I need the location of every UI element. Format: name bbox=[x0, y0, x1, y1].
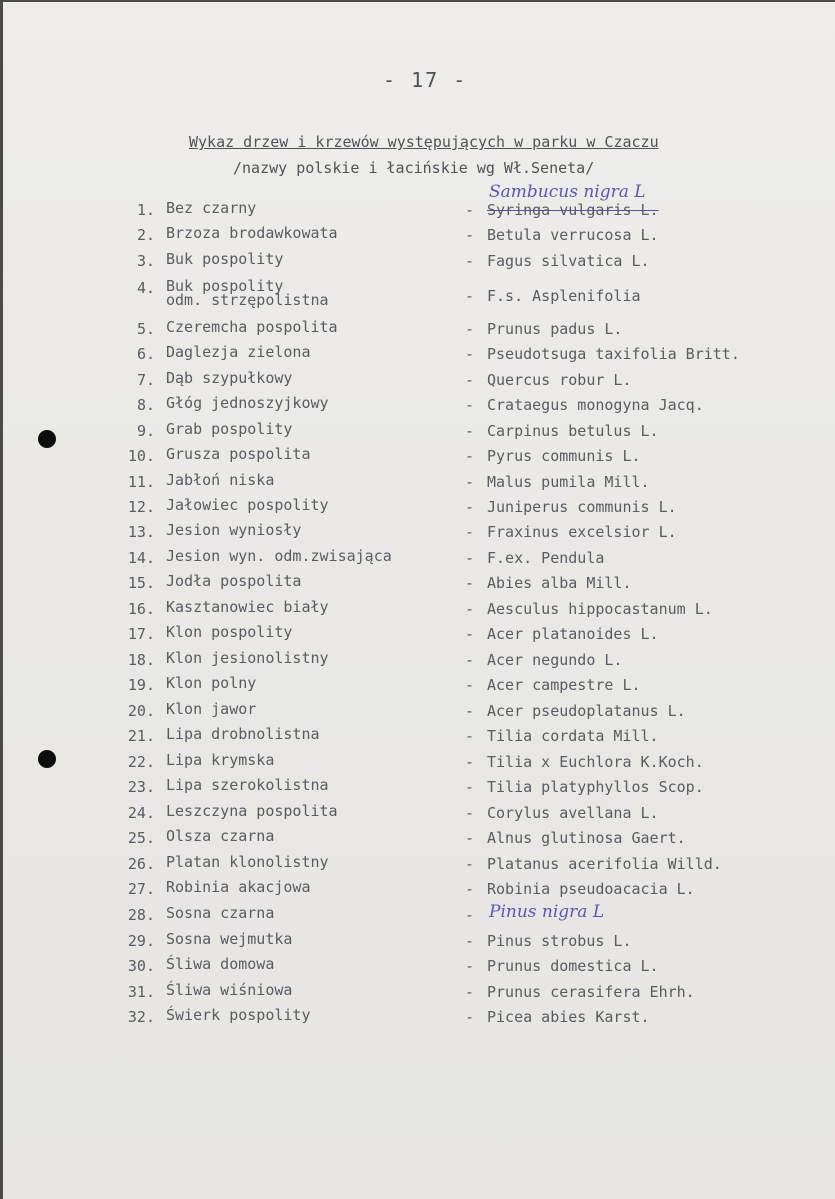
item-number: 26. bbox=[127, 855, 155, 873]
item-number: 4. bbox=[136, 279, 155, 297]
latin-name: Pyrus communis L. bbox=[487, 447, 641, 465]
latin-name: Fraxinus excelsior L. bbox=[487, 523, 677, 541]
polish-name: Lipa szerokolistna bbox=[166, 776, 329, 794]
latin-name: Crataegus monogyna Jacq. bbox=[487, 396, 704, 414]
polish-name: Klon jawor bbox=[166, 700, 257, 718]
latin-name: Platanus acerifolia Willd. bbox=[487, 855, 722, 873]
polish-name: Śliwa domowa bbox=[166, 955, 275, 973]
item-number: 1. bbox=[136, 201, 155, 219]
separator-dash: - bbox=[465, 983, 475, 1001]
separator-dash: - bbox=[465, 880, 475, 898]
polish-name: Jesion wyniosły bbox=[166, 521, 302, 539]
separator-dash: - bbox=[465, 226, 475, 244]
separator-dash: - bbox=[465, 676, 475, 694]
separator-dash: - bbox=[465, 422, 475, 440]
separator-dash: - bbox=[465, 371, 475, 389]
latin-name: Quercus robur L. bbox=[487, 371, 632, 389]
separator-dash: - bbox=[465, 600, 475, 618]
item-number: 23. bbox=[127, 778, 155, 796]
item-number: 10. bbox=[127, 447, 155, 465]
polish-name: Brzoza brodawkowata bbox=[166, 224, 338, 242]
polish-name: Robinia akacjowa bbox=[166, 878, 311, 896]
item-number: 24. bbox=[127, 804, 155, 822]
separator-dash: - bbox=[465, 1008, 475, 1026]
latin-name: Acer pseudoplatanus L. bbox=[487, 702, 686, 720]
latin-name: Robinia pseudoacacia L. bbox=[487, 880, 695, 898]
latin-name: Betula verrucosa L. bbox=[487, 226, 659, 244]
item-number: 32. bbox=[127, 1008, 155, 1026]
latin-name: F.s. Asplenifolia bbox=[487, 287, 641, 305]
polish-name: Grusza pospolita bbox=[166, 445, 311, 463]
polish-name: Grab pospolity bbox=[166, 420, 293, 438]
polish-name: Czeremcha pospolita bbox=[166, 318, 338, 336]
latin-name: Acer platanoides L. bbox=[487, 625, 659, 643]
item-number: 6. bbox=[136, 345, 155, 363]
page-number: - 17 - bbox=[383, 68, 468, 92]
item-number: 30. bbox=[127, 957, 155, 975]
separator-dash: - bbox=[465, 201, 475, 219]
latin-name: Juniperus communis L. bbox=[487, 498, 677, 516]
item-number: 8. bbox=[136, 396, 155, 414]
latin-name: Fagus silvatica L. bbox=[487, 252, 650, 270]
latin-name: Prunus cerasifera Ehrh. bbox=[487, 983, 695, 1001]
item-number: 17. bbox=[127, 625, 155, 643]
latin-name: Corylus avellana L. bbox=[487, 804, 659, 822]
latin-name: Abies alba Mill. bbox=[487, 574, 632, 592]
separator-dash: - bbox=[465, 651, 475, 669]
separator-dash: - bbox=[465, 287, 475, 305]
item-number: 22. bbox=[127, 753, 155, 771]
polish-name: Jodła pospolita bbox=[166, 572, 302, 590]
separator-dash: - bbox=[465, 702, 475, 720]
punch-hole-top bbox=[38, 430, 56, 448]
separator-dash: - bbox=[465, 804, 475, 822]
item-number: 2. bbox=[136, 226, 155, 244]
item-number: 15. bbox=[127, 574, 155, 592]
latin-name: F.ex. Pendula bbox=[487, 549, 605, 567]
separator-dash: - bbox=[465, 523, 475, 541]
polish-name: Klon pospolity bbox=[166, 623, 293, 641]
separator-dash: - bbox=[465, 753, 475, 771]
item-number: 9. bbox=[136, 422, 155, 440]
separator-dash: - bbox=[465, 252, 475, 270]
polish-name: Buk pospolity odm. strzępolistna bbox=[166, 277, 329, 309]
item-number: 25. bbox=[127, 829, 155, 847]
item-number: 27. bbox=[127, 880, 155, 898]
item-number: 13. bbox=[127, 523, 155, 541]
polish-name: Jabłoń niska bbox=[166, 471, 275, 489]
polish-name: Dąb szypułkowy bbox=[166, 369, 293, 387]
document-subtitle: /nazwy polskie i łacińskie wg Wł.Seneta/ bbox=[233, 159, 595, 177]
separator-dash: - bbox=[465, 473, 475, 491]
polish-name: Daglezja zielona bbox=[166, 343, 311, 361]
item-number: 7. bbox=[136, 371, 155, 389]
handwritten-correction: Sambucus nigra L bbox=[489, 182, 646, 202]
separator-dash: - bbox=[465, 932, 475, 950]
separator-dash: - bbox=[465, 320, 475, 338]
separator-dash: - bbox=[465, 396, 475, 414]
latin-name: Acer campestre L. bbox=[487, 676, 641, 694]
item-number: 21. bbox=[127, 727, 155, 745]
separator-dash: - bbox=[465, 498, 475, 516]
polish-name: Kasztanowiec biały bbox=[166, 598, 329, 616]
polish-name: Jałowiec pospolity bbox=[166, 496, 329, 514]
item-number: 14. bbox=[127, 549, 155, 567]
polish-name: Lipa drobnolistna bbox=[166, 725, 320, 743]
item-number: 31. bbox=[127, 983, 155, 1001]
latin-name: Syringa vulgaris L. bbox=[487, 201, 659, 219]
latin-name: Aesculus hippocastanum L. bbox=[487, 600, 713, 618]
polish-name: Jesion wyn. odm.zwisająca bbox=[166, 547, 392, 565]
separator-dash: - bbox=[465, 778, 475, 796]
latin-name: Prunus padus L. bbox=[487, 320, 623, 338]
latin-name: Pinus strobus L. bbox=[487, 932, 632, 950]
item-number: 29. bbox=[127, 932, 155, 950]
document-title: Wykaz drzew i krzewów występujących w parku w Czaczu bbox=[189, 133, 659, 151]
polish-name: Leszczyna pospolita bbox=[166, 802, 338, 820]
item-number: 3. bbox=[136, 252, 155, 270]
polish-name: Sosna czarna bbox=[166, 904, 275, 922]
separator-dash: - bbox=[465, 829, 475, 847]
item-number: 5. bbox=[136, 320, 155, 338]
separator-dash: - bbox=[465, 345, 475, 363]
polish-name: Świerk pospolity bbox=[166, 1006, 311, 1024]
polish-name: Sosna wejmutka bbox=[166, 930, 293, 948]
polish-name: Buk pospolity bbox=[166, 250, 284, 268]
latin-name: Alnus glutinosa Gaert. bbox=[487, 829, 686, 847]
separator-dash: - bbox=[465, 957, 475, 975]
item-number: 20. bbox=[127, 702, 155, 720]
polish-name: Śliwa wiśniowa bbox=[166, 981, 293, 999]
handwritten-latin-name: Pinus nigra L bbox=[489, 902, 605, 922]
polish-name: Klon jesionolistny bbox=[166, 649, 329, 667]
separator-dash: - bbox=[465, 906, 475, 924]
item-number: 18. bbox=[127, 651, 155, 669]
separator-dash: - bbox=[465, 549, 475, 567]
latin-name: Tilia cordata Mill. bbox=[487, 727, 659, 745]
latin-name: Pseudotsuga taxifolia Britt. bbox=[487, 345, 740, 363]
latin-name: Carpinus betulus L. bbox=[487, 422, 659, 440]
separator-dash: - bbox=[465, 727, 475, 745]
latin-name: Prunus domestica L. bbox=[487, 957, 659, 975]
separator-dash: - bbox=[465, 855, 475, 873]
latin-name: Acer negundo L. bbox=[487, 651, 623, 669]
item-number: 19. bbox=[127, 676, 155, 694]
punch-hole-bottom bbox=[38, 750, 56, 768]
latin-name: Malus pumila Mill. bbox=[487, 473, 650, 491]
polish-name: Olsza czarna bbox=[166, 827, 275, 845]
polish-name: Platan klonolistny bbox=[166, 853, 329, 871]
separator-dash: - bbox=[465, 574, 475, 592]
latin-name: Tilia x Euchlora K.Koch. bbox=[487, 753, 704, 771]
polish-name: Klon polny bbox=[166, 674, 257, 692]
separator-dash: - bbox=[465, 625, 475, 643]
polish-name: Głóg jednoszyjkowy bbox=[166, 394, 329, 412]
item-number: 16. bbox=[127, 600, 155, 618]
item-number: 12. bbox=[127, 498, 155, 516]
polish-name: Lipa krymska bbox=[166, 751, 275, 769]
polish-name: Bez czarny bbox=[166, 199, 257, 217]
latin-name: Tilia platyphyllos Scop. bbox=[487, 778, 704, 796]
separator-dash: - bbox=[465, 447, 475, 465]
item-number: 28. bbox=[127, 906, 155, 924]
item-number: 11. bbox=[127, 473, 155, 491]
latin-name: Picea abies Karst. bbox=[487, 1008, 650, 1026]
